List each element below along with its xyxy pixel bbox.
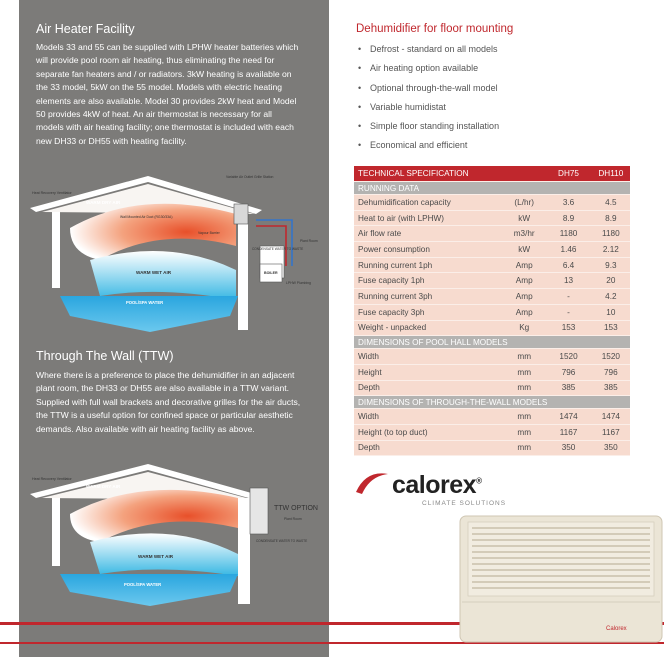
spec-unit: Amp [499, 257, 545, 273]
spec-label: Heat to air (with LPHW) [354, 210, 499, 226]
bullet-dot: • [358, 82, 362, 93]
list-item [356, 43, 656, 62]
spec-label: Weight - unpacked [354, 320, 499, 336]
spec-label: Height [354, 364, 499, 380]
calorex-swoosh-icon [352, 468, 392, 498]
text-line: 50 provides 4kW of heat. An air thermostat is necessary for all [36, 109, 272, 120]
section-title: DIMENSIONS OF THROUGH-THE-WALL MODELS [354, 396, 630, 409]
spec-unit: mm [499, 440, 545, 456]
list-item [356, 82, 656, 101]
unit-badge: Calorex [606, 626, 627, 632]
bullet-dot: • [358, 63, 362, 74]
table-row [354, 349, 630, 365]
text-line: demands. Also available with air heating facility as above. [36, 423, 255, 434]
spec-dh75: 350 [545, 440, 587, 456]
spec-unit: Amp [499, 304, 545, 320]
spec-label: Dehumidification capacity [354, 195, 499, 211]
spec-dh110: 1167 [588, 424, 630, 440]
section-row [354, 182, 630, 195]
spec-label: Depth [354, 440, 499, 456]
spec-unit: mm [499, 424, 545, 440]
table-row [354, 273, 630, 289]
wall-duct-label: Wall Mounted Air Duct (RG30/33A) [120, 215, 173, 219]
air-heater-diagram [30, 168, 326, 338]
boiler-label: BOILER [264, 271, 278, 275]
list-item [356, 101, 656, 120]
right-wall [238, 212, 248, 330]
list-item [356, 120, 656, 139]
left-wall [52, 498, 60, 566]
table-header-row [354, 166, 630, 182]
spec-label: Width [354, 349, 499, 365]
table-row [354, 210, 630, 226]
table-row [354, 364, 630, 380]
spec-dh110: 153 [588, 320, 630, 336]
table-row [354, 289, 630, 305]
text-line: elements are also available. Model 30 provides 2kW heat and Model [36, 95, 297, 106]
spec-dh75: 1180 [545, 226, 587, 242]
spec-dh75: 1.46 [545, 242, 587, 258]
list-item-text: Economical and efficient [370, 140, 468, 151]
spec-unit: Amp [499, 273, 545, 289]
section-title: DIMENSIONS OF POOL HALL MODELS [354, 336, 630, 349]
bullet-dot: • [358, 101, 362, 112]
spec-dh75: 153 [545, 320, 587, 336]
header-cell: DH75 [545, 166, 587, 182]
air-heater-paragraph [36, 41, 328, 148]
ttw-title: Through The Wall (TTW) [36, 349, 174, 363]
spec-dh110: 350 [588, 440, 630, 456]
table-row [354, 226, 630, 242]
header-cell: TECHNICAL SPECIFICATION [354, 166, 499, 182]
spec-label: Running current 3ph [354, 289, 499, 305]
ttw-diagram [30, 458, 326, 608]
spec-label: Fuse capacity 3ph [354, 304, 499, 320]
feature-list [356, 43, 656, 159]
warm-wet-air-label: WARM WET AIR [138, 554, 174, 559]
table-row [354, 242, 630, 258]
list-item [356, 62, 656, 81]
dehumidifier-product-image [456, 514, 664, 644]
spec-unit: Amp [499, 289, 545, 305]
spec-dh110: 9.3 [588, 257, 630, 273]
list-item-text: Air heating option available [370, 63, 479, 74]
spec-dh75: 8.9 [545, 210, 587, 226]
spec-dh110: 1520 [588, 349, 630, 365]
logo-tagline: CLIMATE SOLUTIONS [422, 500, 507, 507]
spec-label: Depth [354, 380, 499, 396]
pool [60, 574, 238, 606]
spec-dh75: - [545, 304, 587, 320]
table-row [354, 424, 630, 440]
dehumidifier-unit [234, 204, 248, 224]
spec-dh75: 6.4 [545, 257, 587, 273]
table-row [354, 304, 630, 320]
left-wall [52, 212, 60, 288]
spec-dh110: 796 [588, 364, 630, 380]
ttw-paragraph [36, 369, 328, 436]
spec-dh110: 8.9 [588, 210, 630, 226]
text-line: the 33 model, 5kW on the 55 model. Models with electric heating [36, 82, 283, 93]
table-row [354, 320, 630, 336]
condensate-label: CONDENSATE WATER TO WASTE [252, 247, 304, 251]
spec-label: Running current 1ph [354, 257, 499, 273]
header-cell [499, 166, 545, 182]
spec-label: Power consumption [354, 242, 499, 258]
spec-unit: mm [499, 409, 545, 425]
heat-recovery-label: Heat Recovery Ventilator [32, 477, 72, 481]
text-line: the TTW is a useful option for confined space or particular aesthetic [36, 410, 293, 421]
condensate-label: CONDENSATE WATER TO WASTE [256, 539, 308, 543]
text-line: plant room, the DH33 or DH55 are also available in a TTW variant. [36, 383, 289, 394]
spec-unit: Kg [499, 320, 545, 336]
text-line: models with air heating facility; one thermostat is included with each [36, 122, 294, 133]
spec-label: Width [354, 409, 499, 425]
heat-recovery-label: Heat Recovery Ventilator [32, 191, 72, 195]
variable-air-label: Variable Air Outlet Grille Station [226, 175, 274, 179]
section-row [354, 396, 630, 409]
spec-label: Fuse capacity 1ph [354, 273, 499, 289]
warm-dry-air-label: WARM DRY AIR [86, 200, 121, 205]
section-row [354, 336, 630, 349]
spec-unit: mm [499, 380, 545, 396]
spec-dh75: 3.6 [545, 195, 587, 211]
text-line: new DH33 or DH55 with heating facility. [36, 135, 187, 146]
table-row [354, 409, 630, 425]
spec-dh75: 385 [545, 380, 587, 396]
list-item-text: Simple floor standing installation [370, 121, 500, 132]
text-line: Supplied with full wall brackets and decorative grilles for the air ducts, [36, 396, 301, 407]
vapour-barrier-label: Vapour Barrier [198, 231, 220, 235]
list-item-text: Defrost - standard on all models [370, 44, 498, 54]
spec-dh110: 385 [588, 380, 630, 396]
spec-dh75: - [545, 289, 587, 305]
spec-unit: m3/hr [499, 226, 545, 242]
spec-dh110: 1474 [588, 409, 630, 425]
list-item-text: Variable humidistat [370, 101, 446, 112]
table-row [354, 257, 630, 273]
calorex-logo-text: calorex® [392, 471, 482, 499]
bullet-dot: • [358, 44, 362, 54]
wet-air-flow [90, 251, 236, 300]
bullet-dot: • [358, 121, 362, 132]
spec-unit: kW [499, 242, 545, 258]
spec-unit: (L/hr) [499, 195, 545, 211]
spec-dh75: 1520 [545, 349, 587, 365]
spec-unit: kW [499, 210, 545, 226]
warm-dry-air-label: WARM DRY AIR [86, 484, 121, 489]
right-wall [238, 498, 250, 604]
spec-dh110: 10 [588, 304, 630, 320]
spec-dh75: 1167 [545, 424, 587, 440]
pool-water-label: POOL/SPA WATER [124, 582, 162, 587]
spec-dh110: 4.2 [588, 289, 630, 305]
spec-unit: mm [499, 364, 545, 380]
table-row [354, 195, 630, 211]
bullet-dot: • [358, 140, 362, 151]
text-line: will provide pool room air heating, thus eliminating the need for [36, 55, 275, 66]
spec-dh75: 796 [545, 364, 587, 380]
spec-table [354, 166, 630, 456]
plant-room-label: Plant Room [284, 517, 302, 521]
lphw-label: LPHW Plumbing [286, 281, 311, 285]
spec-dh110: 2.12 [588, 242, 630, 258]
spec-dh110: 20 [588, 273, 630, 289]
table-row [354, 440, 630, 456]
plant-room-label: Plant Room [300, 239, 318, 243]
text-line: Models 33 and 55 can be supplied with LPHW heater batteries which [36, 42, 299, 52]
spec-dh75: 1474 [545, 409, 587, 425]
spec-label: Air flow rate [354, 226, 499, 242]
table-row [354, 380, 630, 396]
spec-label: Height (to top duct) [354, 424, 499, 440]
spec-dh110: 1180 [588, 226, 630, 242]
spec-dh110: 4.5 [588, 195, 630, 211]
text-line: Where there is a preference to place the dehumidifier in an adjacent [36, 370, 295, 380]
spec-dh75: 13 [545, 273, 587, 289]
air-heater-title: Air Heater Facility [36, 22, 135, 36]
list-item [356, 139, 656, 158]
right-title: Dehumidifier for floor mounting [356, 23, 514, 35]
ttw-option-label: TTW OPTION [274, 505, 318, 512]
pool-water-label: POOL/SPA WATER [126, 300, 164, 305]
header-cell: DH110 [588, 166, 630, 182]
section-title: RUNNING DATA [354, 182, 630, 195]
ttw-unit [250, 488, 268, 534]
warm-wet-air-label: WARM WET AIR [136, 270, 172, 275]
list-item-text: Optional through-the-wall model [370, 82, 498, 93]
spec-unit: mm [499, 349, 545, 365]
text-line: separate fan heaters and / or radiators. 3kW heating is available on [36, 68, 292, 79]
